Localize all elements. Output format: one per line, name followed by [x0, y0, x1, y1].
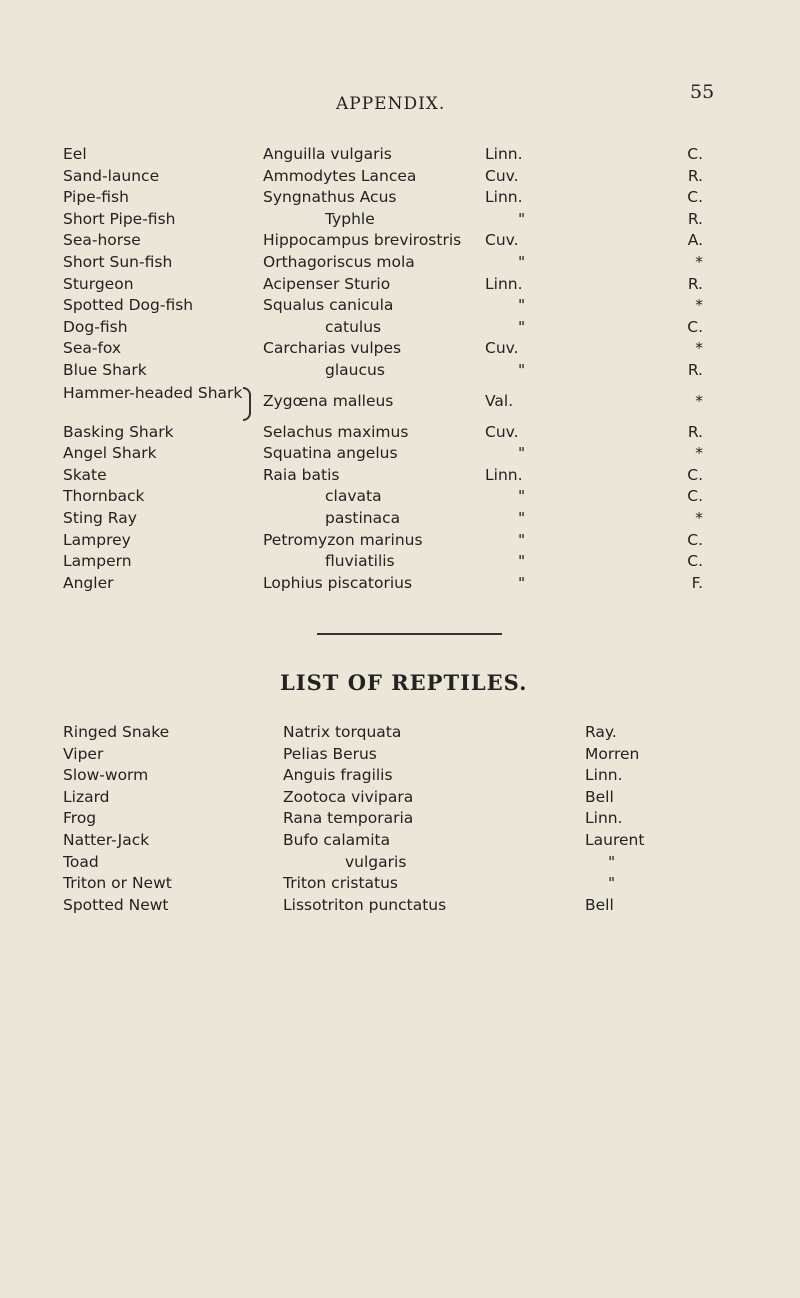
scientific-name: Bufo calamita — [283, 830, 391, 849]
scientific-name: Syngnathus Acus — [263, 188, 397, 207]
scientific-name: Pelias Berus — [283, 744, 377, 763]
authority: " — [518, 360, 526, 379]
authority: Bell — [585, 895, 614, 914]
frequency-mark: F. — [691, 573, 703, 592]
frequency-mark: * — [695, 252, 703, 271]
authority: Cuv. — [485, 422, 519, 441]
authority: Cuv. — [485, 339, 519, 358]
common-name: Lizard — [63, 787, 110, 806]
scientific-name: Zootoca vivipara — [283, 787, 414, 806]
authority: " — [518, 296, 526, 315]
authority: Cuv. — [485, 166, 519, 185]
frequency-mark: C. — [687, 188, 703, 207]
common-name: Angler — [63, 573, 114, 592]
authority: Linn. — [485, 465, 523, 484]
authority: " — [608, 852, 616, 871]
frequency-mark: C. — [687, 552, 703, 571]
common-name: Spotted Dog-fish — [63, 296, 194, 315]
scientific-name: Orthagoriscus mola — [263, 252, 415, 271]
frequency-mark: * — [695, 444, 703, 463]
common-name: Hammer-headed Shark — [63, 383, 243, 402]
authority: " — [518, 573, 526, 592]
frequency-mark: R. — [687, 209, 703, 228]
scientific-name: fluviatilis — [325, 552, 395, 571]
common-name: Sturgeon — [63, 274, 134, 293]
authority: Linn. — [485, 188, 523, 207]
common-name: Viper — [63, 744, 104, 763]
authority: Laurent — [585, 830, 645, 849]
scientific-name: glaucus — [325, 360, 385, 379]
scientific-name: Selachus maximus — [263, 422, 409, 441]
authority: Val. — [485, 391, 514, 410]
authority: " — [518, 552, 526, 571]
common-name: Natter-Jack — [63, 830, 150, 849]
common-name: Slow-worm — [63, 766, 149, 785]
frequency-mark: R. — [687, 274, 703, 293]
scientific-name: Ammodytes Lancea — [263, 166, 417, 185]
frequency-mark: * — [695, 508, 703, 527]
scientific-name: Typhle — [325, 209, 375, 228]
frequency-mark: C. — [687, 317, 703, 336]
authority: " — [518, 487, 526, 506]
scientific-name: Petromyzon marinus — [263, 530, 423, 549]
frequency-mark: C. — [687, 487, 703, 506]
scientific-name: pastinaca — [325, 508, 401, 527]
brace-mark — [243, 387, 251, 421]
scientific-name: catulus — [325, 317, 382, 336]
section-divider — [317, 633, 502, 635]
common-name: Toad — [63, 852, 99, 871]
authority: " — [518, 317, 526, 336]
common-name: Spotted Newt — [63, 895, 169, 914]
frequency-mark: R. — [687, 422, 703, 441]
scientific-name: Natrix torquata — [283, 723, 402, 741]
page-number: 55 — [690, 81, 715, 103]
common-name: Basking Shark — [63, 422, 174, 441]
authority: Linn. — [485, 274, 523, 293]
running-head: APPENDIX. — [336, 94, 446, 114]
common-name: Triton or Newt — [63, 874, 172, 893]
scientific-name: Zygœna malleus — [263, 391, 394, 410]
scientific-name: clavata — [325, 487, 382, 506]
authority: Ray. — [585, 723, 617, 741]
scientific-name: Squalus canicula — [263, 296, 394, 315]
scientific-name: Anguis fragilis — [283, 766, 393, 785]
common-name: Sea-horse — [63, 231, 141, 250]
common-name: Sand-launce — [63, 166, 160, 185]
authority: " — [518, 252, 526, 271]
frequency-mark: C. — [687, 530, 703, 549]
section-title: LIST OF REPTILES. — [280, 670, 528, 695]
common-name: Eel — [63, 145, 87, 163]
frequency-mark: * — [695, 391, 703, 410]
frequency-mark: C. — [687, 145, 703, 163]
authority: Linn. — [585, 766, 623, 785]
page-header — [0, 81, 800, 118]
scientific-name: Lissotriton punctatus — [283, 895, 447, 914]
authority: " — [518, 444, 526, 463]
frequency-mark: A. — [687, 231, 703, 250]
scientific-name: Acipenser Sturio — [263, 274, 391, 293]
common-name: Dog-fish — [63, 317, 128, 336]
authority: " — [518, 530, 526, 549]
scientific-name: Raia batis — [263, 465, 340, 484]
scientific-name: Hippocampus brevirostris — [263, 231, 462, 250]
frequency-mark: * — [695, 339, 703, 358]
authority: Linn. — [485, 145, 523, 163]
common-name: Frog — [63, 809, 97, 828]
common-name: Angel Shark — [63, 444, 157, 463]
common-name: Sting Ray — [63, 508, 137, 527]
common-name: Short Sun-fish — [63, 252, 173, 271]
frequency-mark: R. — [687, 360, 703, 379]
authority: " — [518, 508, 526, 527]
scientific-name: vulgaris — [345, 852, 407, 871]
common-name: Skate — [63, 465, 107, 484]
scientific-name: Lophius piscatorius — [263, 573, 413, 592]
scientific-name: Anguilla vulgaris — [263, 145, 392, 163]
authority: Bell — [585, 787, 614, 806]
scientific-name: Rana temporaria — [283, 809, 414, 828]
common-name: Ringed Snake — [63, 723, 170, 741]
authority: " — [518, 209, 526, 228]
frequency-mark: * — [695, 296, 703, 315]
scientific-name: Carcharias vulpes — [263, 339, 402, 358]
frequency-mark: R. — [687, 166, 703, 185]
common-name: Short Pipe-fish — [63, 209, 176, 228]
scientific-name: Squatina angelus — [263, 444, 398, 463]
common-name: Thornback — [63, 487, 145, 506]
scientific-name: Triton cristatus — [283, 874, 399, 893]
authority: " — [608, 874, 616, 893]
common-name: Lamprey — [63, 530, 131, 549]
common-name: Lampern — [63, 552, 132, 571]
common-name: Sea-fox — [63, 339, 122, 358]
authority: Linn. — [585, 809, 623, 828]
authority: Cuv. — [485, 231, 519, 250]
common-name: Blue Shark — [63, 360, 147, 379]
frequency-mark: C. — [687, 465, 703, 484]
authority: Morren — [585, 744, 640, 763]
common-name: Pipe-fish — [63, 188, 129, 207]
